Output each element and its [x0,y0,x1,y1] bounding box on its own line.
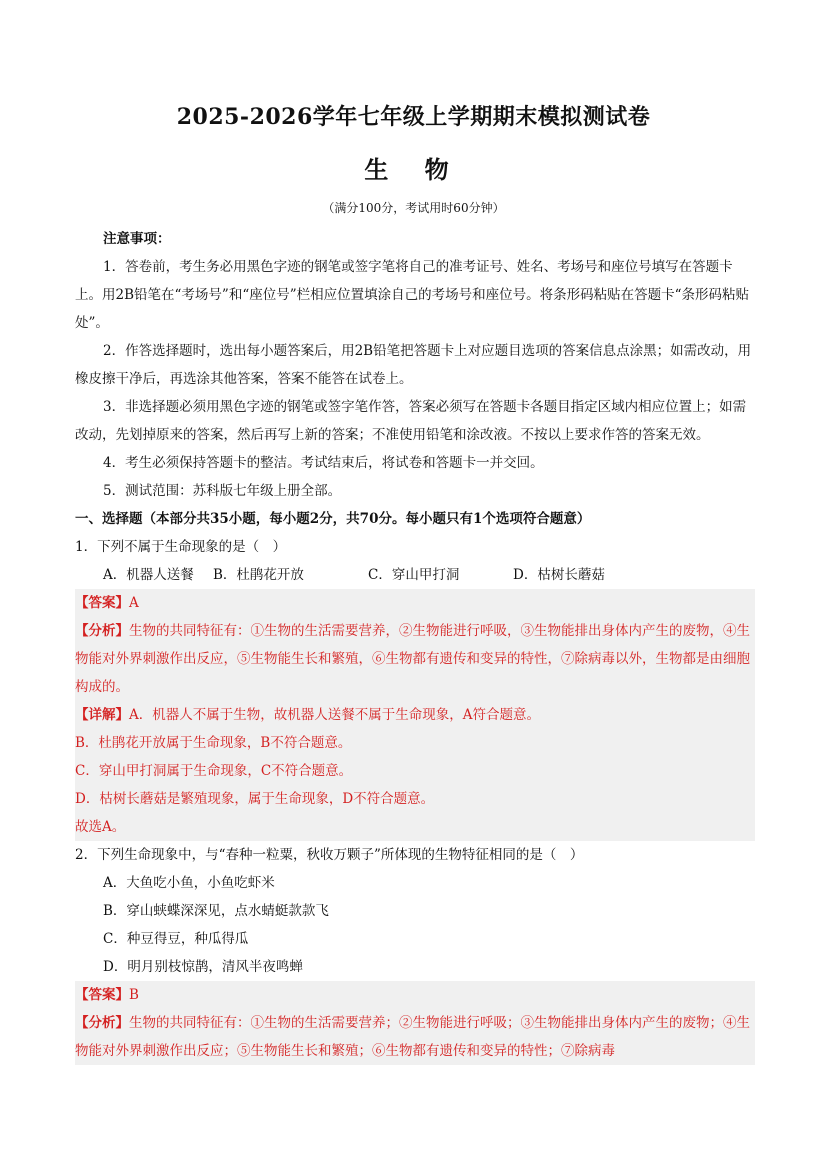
answer-tag: 【答案】 [75,987,129,1003]
option: D．枯树长蘑菇 [513,567,605,583]
question-stem: 2．下列生命现象中，与“春种一粒粟，秋收万颗子”所体现的生物特征相同的是（ ） [75,847,584,863]
analysis-line [75,617,755,701]
answer-line [75,589,755,617]
answer-value: A [129,595,139,611]
option: A．机器人送餐 [103,567,194,583]
notice-item: 4．考生必须保持答题卡的整洁。考试结束后，将试卷和答题卡一并交回。 [103,455,544,471]
detail-text: A．机器人不属于生物，故机器人送餐不属于生命现象，A符合题意。 [129,707,540,723]
notice-heading: 注意事项： [103,231,171,247]
analysis-tag: 【分析】 [75,1015,129,1031]
option: B．穿山蛱蝶深深见，点水蜻蜓款款飞 [103,903,329,919]
option: D．明月别枝惊鹊，清风半夜鸣蝉 [103,959,303,975]
question-options [75,561,755,589]
option: A．大鱼吃小鱼，小鱼吃虾米 [103,875,275,891]
detail-line: D．枯树长蘑菇是繁殖现象，属于生命现象，D不符合题意。 [75,791,435,807]
notice-item: 3．非选择题必须用黑色字迹的钢笔或签字笔作答，答案必须写在答题卡各题目指定区域内相应位置上；如需改动，先划掉原来的答案，然后再写上新的答案；不准使用铅笔和涂改液。不按以上要求作答的答案无效。 [75,399,747,443]
question-stem: 1．下列不属于生命现象的是（ ） [75,539,287,555]
answer-block [75,981,755,1065]
notice-item: 2．作答选择题时，选出每小题答案后，用2B铅笔把答题卡上对应题目选项的答案信息点涂黑；如需改动，用橡皮擦干净后，再选涂其他答案，答案不能答在试卷上。 [75,343,752,387]
detail-line: B．杜鹃花开放属于生命现象，B不符合题意。 [75,735,352,751]
notice-item: 1．答卷前，考生务必用黑色字迹的钢笔或签字笔将自己的准考证号、姓名、考场号和座位号填写在答题卡上。用2B铅笔在“考场号”和“座位号”栏相应位置填涂自己的考场号和座位号。将条形码粘贴在答题卡“条形码粘贴处”。 [75,259,750,331]
analysis-text: 生物的共同特征有：①生物的生活需要营养；②生物能进行呼吸；③生物能排出身体内产生的废物；④生物能对外界刺激作出反应；⑤生物能生长和繁殖；⑥生物都有遗传和变异的特性；⑦除病毒 [75,1015,750,1059]
answer-value: B [129,987,139,1003]
detail-line [75,701,755,729]
analysis-line [75,1009,755,1065]
option: C．穿山甲打洞 [368,567,460,583]
answer-block [75,589,755,841]
exam-meta: （满分100分，考试用时60分钟） [322,201,505,215]
subject-title: 生 物 [364,155,463,184]
analysis-tag: 【分析】 [75,623,129,639]
answer-line [75,981,755,1009]
section-heading: 一、选择题（本部分共35小题，每小题2分，共70分。每小题只有1个选项符合题意） [75,511,591,527]
option: B．杜鹃花开放 [213,567,304,583]
option: C．种豆得豆，种瓜得瓜 [103,931,249,947]
answer-tag: 【答案】 [75,595,129,611]
notice-item: 5．测试范围：苏科版七年级上册全部。 [103,483,342,499]
analysis-text: 生物的共同特征有：①生物的生活需要营养，②生物能进行呼吸，③生物能排出身体内产生的废物，④生物能对外界刺激作出反应，⑤生物能生长和繁殖，⑥生物都有遗传和变异的特性，⑦除病毒以外，生物都是由细胞构成的。 [75,623,750,695]
exam-title: 2025-2026学年七年级上学期期末模拟测试卷 [176,104,651,130]
content-body [75,225,755,1065]
detail-line: C．穿山甲打洞属于生命现象，C不符合题意。 [75,763,353,779]
detail-line: 故选A。 [75,819,126,835]
detail-tag: 【详解】 [75,707,129,723]
